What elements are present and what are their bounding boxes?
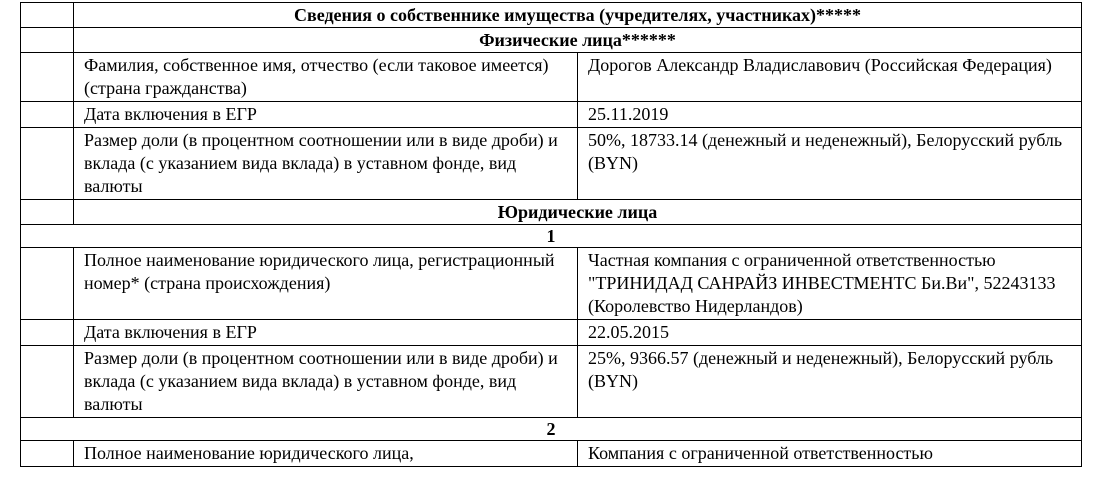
- owner-info-table: [20, 2, 1082, 467]
- index-cell: [21, 320, 74, 346]
- field-value: 50%, 18733.14 (денежный и неденежный), Белорусский рубль (BYN): [578, 128, 1082, 200]
- index-cell: [21, 28, 74, 53]
- table-row: [21, 320, 1082, 346]
- individuals-header-row: [21, 28, 1082, 53]
- entity-number-row: [21, 225, 1082, 248]
- table-row: [21, 128, 1082, 200]
- entity-number: 2: [21, 418, 1082, 441]
- field-value: 22.05.2015: [578, 320, 1082, 346]
- index-cell: [21, 128, 74, 200]
- entity-number: 1: [21, 225, 1082, 248]
- table-row: [21, 346, 1082, 418]
- table-row: [21, 53, 1082, 102]
- field-label: Фамилия, собственное имя, отчество (если таковое имеется) (страна гражданства): [74, 53, 578, 102]
- index-cell: [21, 3, 74, 28]
- field-value: Дорогов Александр Владиславович (Российская Федерация): [578, 53, 1082, 102]
- field-label: Дата включения в ЕГР: [74, 320, 578, 346]
- field-label: Дата включения в ЕГР: [74, 102, 578, 128]
- individuals-title: Физические лица******: [74, 28, 1082, 53]
- field-label: Полное наименование юридического лица,: [74, 441, 578, 467]
- index-cell: [21, 200, 74, 225]
- owner-section-title: Сведения о собственнике имущества (учредителях, участниках)*****: [74, 3, 1082, 28]
- index-cell: [21, 346, 74, 418]
- index-cell: [21, 441, 74, 467]
- entity-number-row: [21, 418, 1082, 441]
- index-cell: [21, 248, 74, 320]
- field-value: Частная компания с ограниченной ответственностью "ТРИНИДАД САНРАЙЗ ИНВЕСТМЕНТС Би.Ви", 52243133 (Королевство Нидерландов): [578, 248, 1082, 320]
- field-value: Компания с ограниченной ответственностью: [578, 441, 1082, 467]
- owner-section-header-row: [21, 3, 1082, 28]
- field-label: Размер доли (в процентном соотношении или в виде дроби) и вклада (с указанием вида вклада) в уставном фонде, вид валюты: [74, 346, 578, 418]
- field-value: 25%, 9366.57 (денежный и неденежный), Белорусский рубль (BYN): [578, 346, 1082, 418]
- table-row: [21, 248, 1082, 320]
- field-label: Полное наименование юридического лица, регистрационный номер* (страна происхождения): [74, 248, 578, 320]
- index-cell: [21, 53, 74, 102]
- field-label: Размер доли (в процентном соотношении или в виде дроби) и вклада (с указанием вида вклада) в уставном фонде, вид валюты: [74, 128, 578, 200]
- field-value: 25.11.2019: [578, 102, 1082, 128]
- index-cell: [21, 102, 74, 128]
- legal-entities-title: Юридические лица: [74, 200, 1082, 225]
- table-row: [21, 102, 1082, 128]
- legal-entities-header-row: [21, 200, 1082, 225]
- table-row: [21, 441, 1082, 467]
